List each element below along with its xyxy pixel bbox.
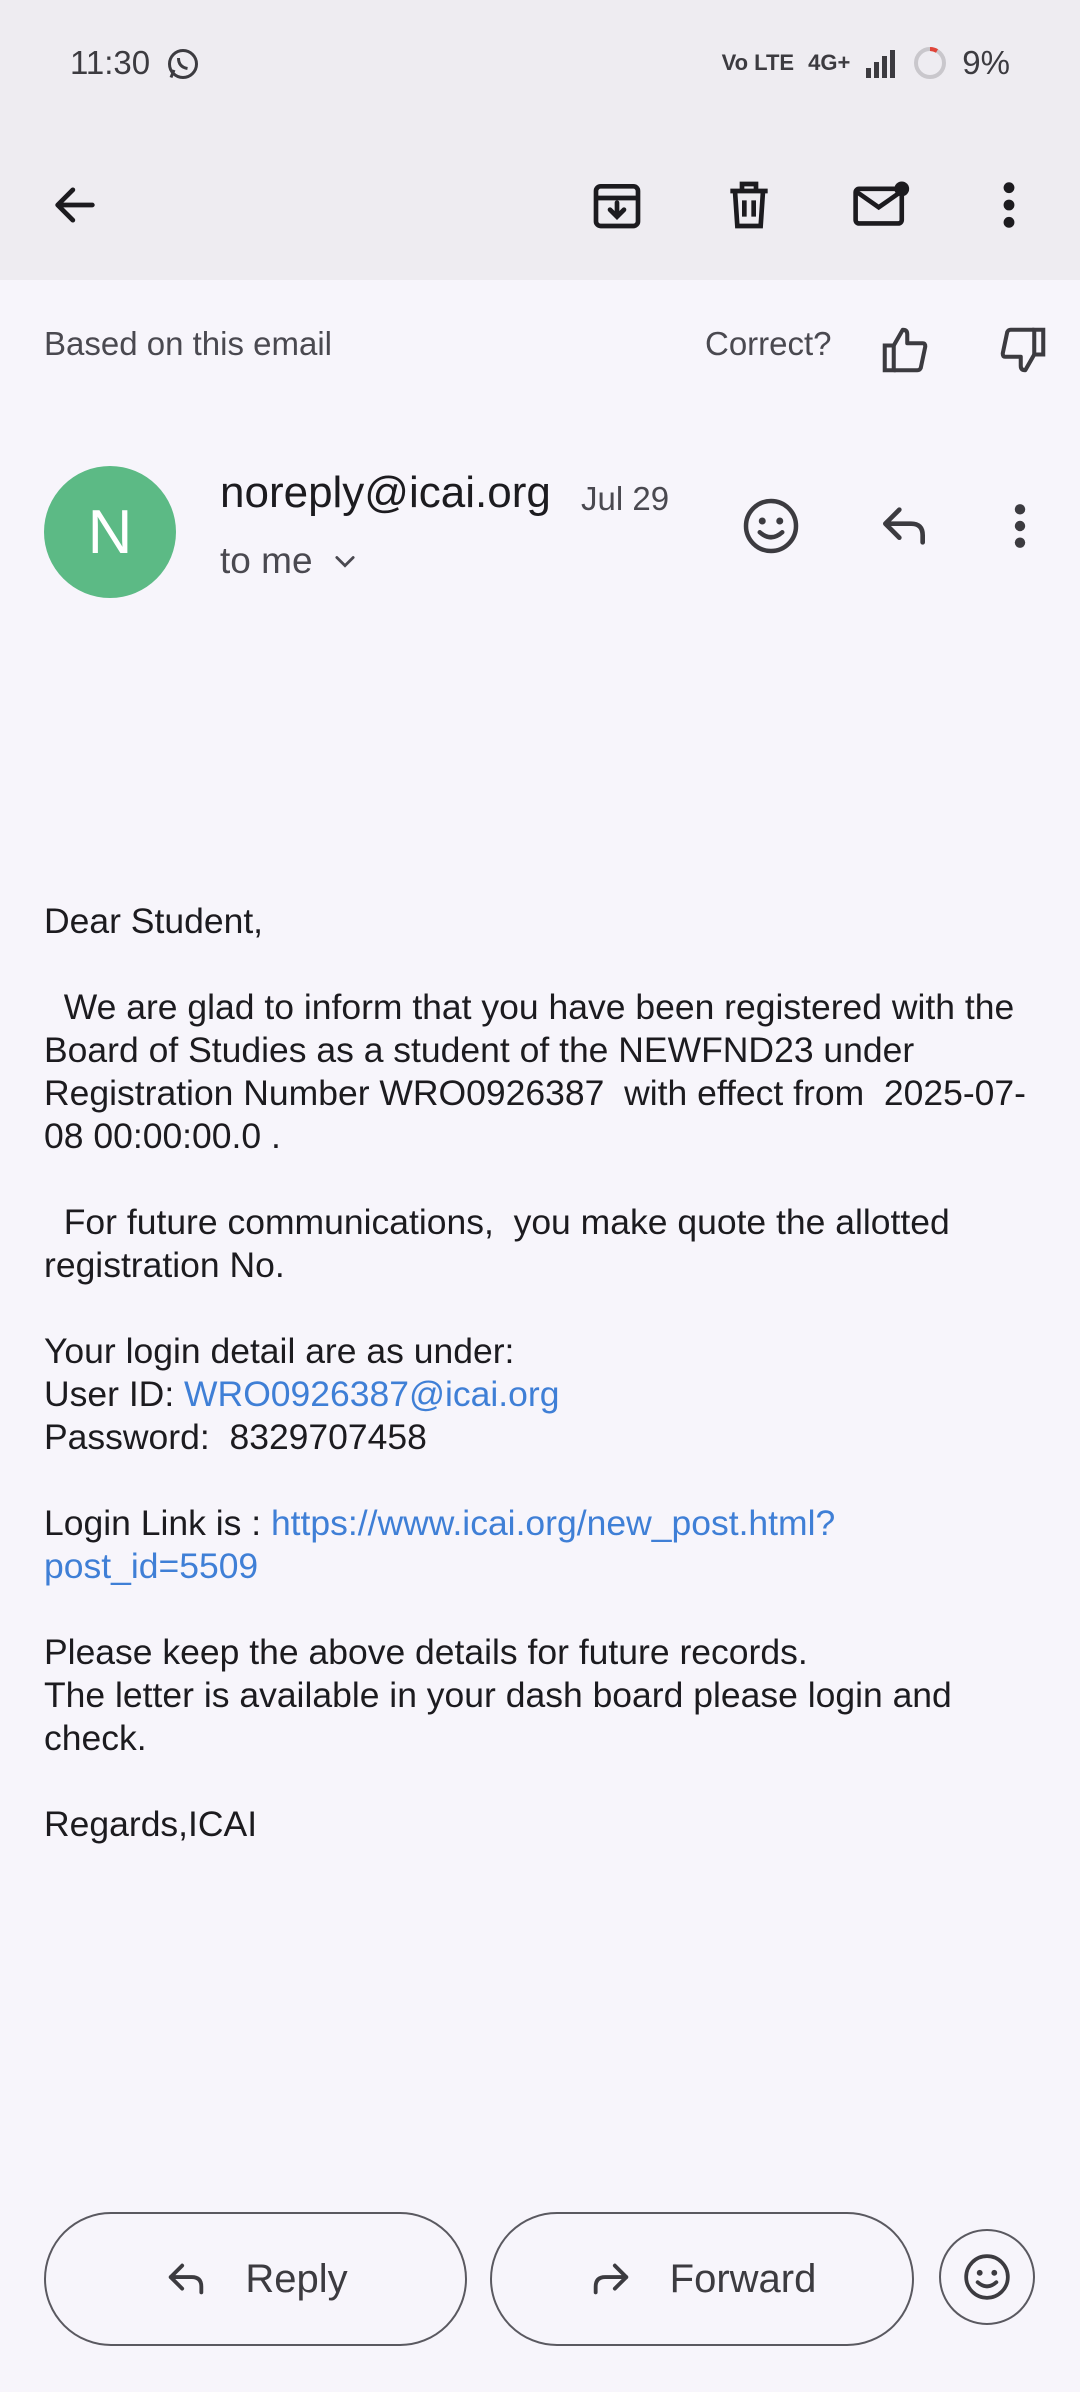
forward-label: Forward <box>669 2256 817 2301</box>
body-paragraph: For future communications, you make quote the allotted registration No. <box>44 1202 960 1285</box>
battery-icon <box>912 45 948 81</box>
back-button[interactable] <box>30 160 120 250</box>
email-body <box>44 900 1044 1846</box>
network-type: 4G+ <box>808 50 851 75</box>
status-bar <box>0 0 1080 130</box>
back-arrow-icon <box>49 179 101 231</box>
userid-label: User ID: <box>44 1374 185 1414</box>
signal-icon <box>864 48 898 78</box>
regards: Regards,ICAI <box>44 1804 258 1844</box>
more-vert-icon <box>1010 501 1030 551</box>
recipients-toggle[interactable] <box>220 540 359 582</box>
emoji-icon <box>962 2252 1012 2302</box>
status-indicators <box>722 44 1010 82</box>
login-link[interactable]: https://www.icai.org/new_post.html?post_id=5509 <box>44 1503 836 1586</box>
login-intro: Your login detail are as under: <box>44 1331 515 1371</box>
userid-link[interactable]: WRO0926387@icai.org <box>184 1374 560 1414</box>
sender-name[interactable]: noreply@icai.org <box>220 468 551 517</box>
whatsapp-icon <box>165 46 201 82</box>
forward-icon <box>588 2256 634 2302</box>
reply-button[interactable] <box>864 486 944 566</box>
add-reaction-button[interactable] <box>731 486 811 566</box>
thumbs-up-button[interactable] <box>865 310 945 390</box>
greeting: Dear Student, <box>44 901 264 941</box>
body-paragraph: We are glad to inform that you have been registered with the Board of Studies as a student of the NEWFND23 under Registration Number WRO0926387 with effect from 2025-07-08 00:00:00.0 . <box>44 987 1026 1156</box>
reply-action-button[interactable] <box>44 2212 467 2346</box>
more-vert-icon <box>999 179 1019 231</box>
login-link-label: Login Link is : <box>44 1503 271 1543</box>
mail-unread-icon <box>851 177 911 233</box>
more-options-button[interactable] <box>964 160 1054 250</box>
thumbs-down-button[interactable] <box>983 310 1063 390</box>
archive-icon <box>589 177 645 233</box>
letter-line: The letter is available in your dash board please login and check. <box>44 1675 962 1758</box>
status-time: 11:30 <box>70 44 151 81</box>
suggestion-label: Based on this email <box>44 325 332 362</box>
password-line: Password: 8329707458 <box>44 1417 427 1457</box>
emoji-icon <box>741 496 801 556</box>
thumbs-up-icon <box>878 323 932 377</box>
email-date: Jul 29 <box>581 480 670 517</box>
chevron-down-icon <box>331 547 359 575</box>
correct-label: Correct? <box>705 325 832 362</box>
trash-icon <box>721 177 777 233</box>
reply-icon <box>163 2256 209 2302</box>
message-more-button[interactable] <box>980 486 1060 566</box>
archive-button[interactable] <box>572 160 662 250</box>
keep-line: Please keep the above details for future records. <box>44 1632 808 1672</box>
react-emoji-button[interactable] <box>939 2229 1035 2325</box>
thumbs-down-icon <box>996 323 1050 377</box>
reply-icon <box>876 498 932 554</box>
recipients-label: to me <box>220 540 313 581</box>
sender-header <box>0 440 1080 620</box>
mark-unread-button[interactable] <box>836 160 926 250</box>
forward-action-button[interactable] <box>490 2212 914 2346</box>
avatar[interactable]: N <box>44 466 176 598</box>
suggestion-feedback <box>0 280 1080 410</box>
battery-percent: 9% <box>962 44 1010 81</box>
delete-button[interactable] <box>704 160 794 250</box>
reply-label: Reply <box>245 2256 348 2301</box>
top-toolbar <box>0 130 1080 280</box>
volte-icon: Vo LTE <box>721 50 795 75</box>
